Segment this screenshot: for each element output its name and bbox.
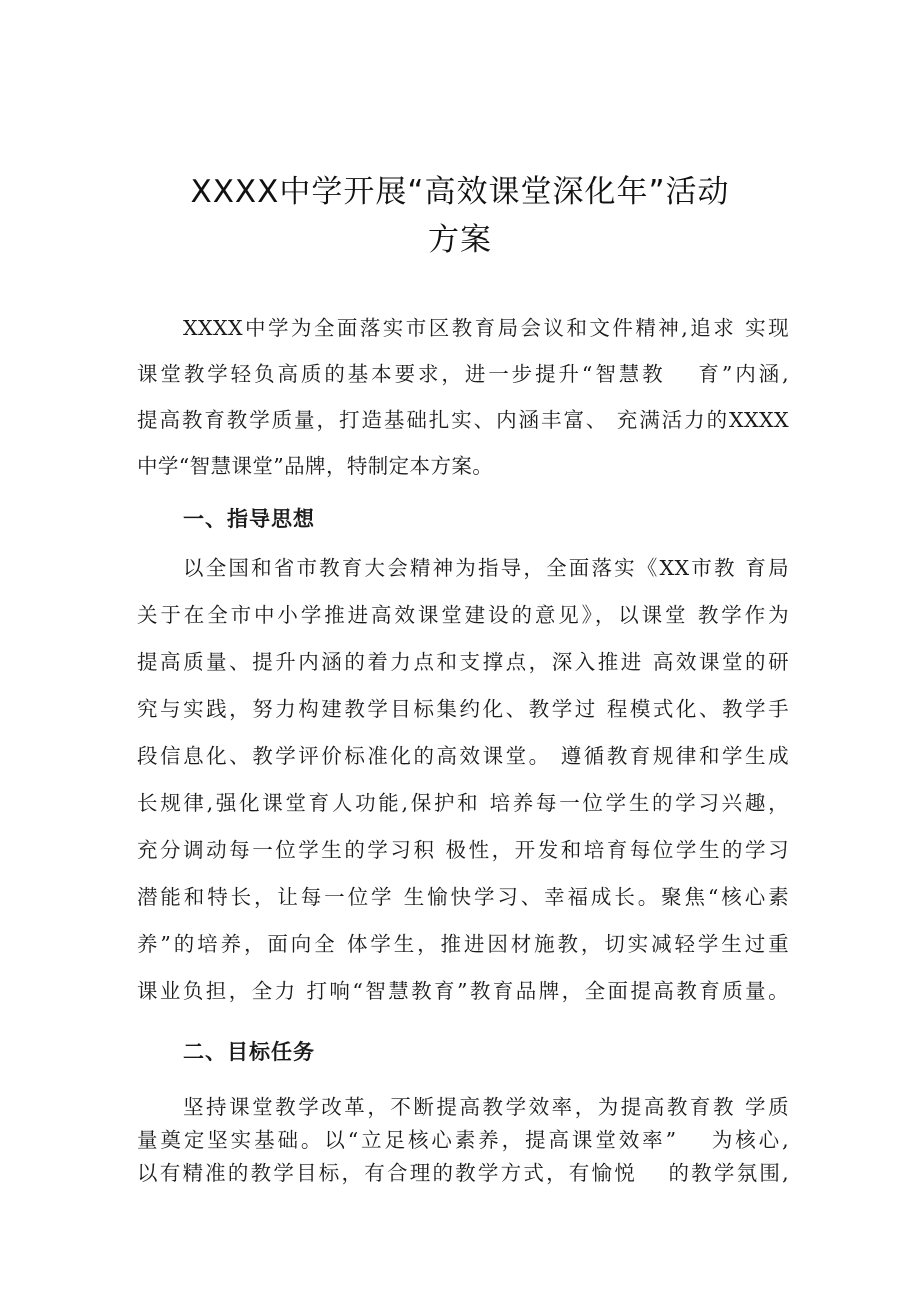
section1-line-5: 段信息化、教学评价标准化的高效课堂。 遵循教育规律和学生成 [137,744,789,768]
section1-line-9: 养”的培养，面向全 体学生，推进因材施教，切实减轻学生过重 [137,932,789,956]
section2-line-2: 量奠定坚实基础。以“立足核心素养，提高课堂效率” 为核心, [137,1128,789,1152]
intro-line-4: 中学“智慧课堂”品牌，特制定本方案。 [137,454,494,478]
document-title-line-1: XXXX中学开展“高效课堂深化年”活动 [190,174,730,210]
section1-line-7: 充分调动每一位学生的学习积 极性，开发和培育每位学生的学习 [137,838,789,862]
section1-line-6: 长规律,强化课堂育人功能,保护和 培养每一位学生的学习兴趣， [137,791,789,815]
document-title-line-2: 方案 [428,222,492,258]
section1-line-1: 以全国和省市教育大会精神为指导，全面落实《XX市教 育局 [183,556,789,580]
intro-line-2: 课堂教学轻负高质的基本要求，进一步提升“智慧教 育”内涵, [137,362,789,386]
section1-line-3: 提高质量、提升内涵的着力点和支撑点，深入推进 高效课堂的研 [137,650,789,674]
section-heading-goals-tasks: 二、目标任务 [183,1040,315,1064]
section2-line-3: 以有精准的教学目标，有合理的教学方式，有愉悦 的教学氛围, [137,1161,789,1185]
section1-line-10: 课业负担，全力 打响“智慧教育”教育品牌，全面提高教育质量。 [137,979,789,1003]
section1-line-8: 潜能和特长，让每一位学 生愉快学习、幸福成长。聚焦“核心素 [137,885,789,909]
intro-line-1: XXXX中学为全面落实市区教育局会议和文件精神,追求 实现 [183,316,789,340]
intro-line-3: 提高教育教学质量，打造基础扎实、内涵丰富、 充满活力的XXXX [137,408,789,432]
section2-line-1: 坚持课堂教学改革，不断提高教学效率，为提高教育教 学质 [183,1095,789,1119]
section1-line-2: 关于在全市中小学推进高效课堂建设的意见》，以课堂 教学作为 [137,603,789,627]
section1-line-4: 究与实践，努力构建教学目标集约化、教学过 程模式化、教学手 [137,697,789,721]
section-heading-guiding-ideology: 一、指导思想 [183,507,315,531]
